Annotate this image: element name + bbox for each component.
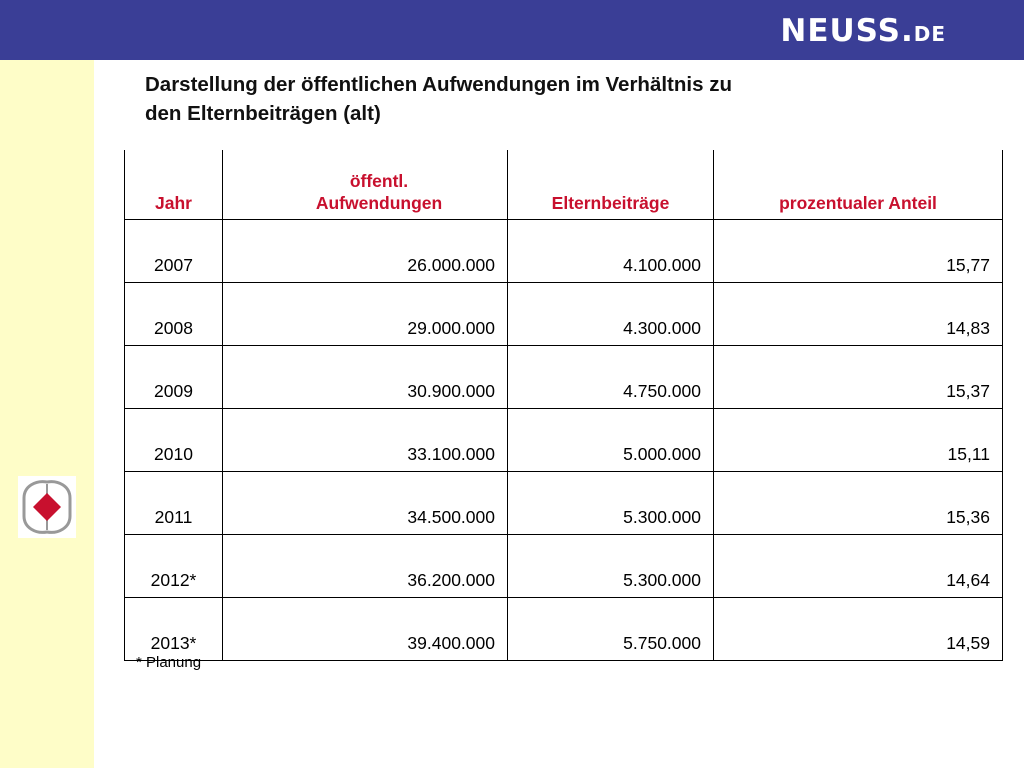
expenditure-table — [124, 150, 1003, 661]
table-header-row — [125, 150, 1003, 220]
col-header-parent-fees: Elternbeiträge — [508, 150, 714, 220]
cell-year: 2009 — [125, 346, 223, 409]
cell-parent-fees: 5.300.000 — [508, 472, 714, 535]
cell-year: 2012* — [125, 535, 223, 598]
cell-percentage: 14,59 — [714, 598, 1003, 661]
table-row — [125, 409, 1003, 472]
cell-percentage: 15,77 — [714, 220, 1003, 283]
cell-parent-fees: 4.750.000 — [508, 346, 714, 409]
col-header-year: Jahr — [125, 150, 223, 220]
cell-percentage: 15,11 — [714, 409, 1003, 472]
city-logo-icon — [18, 476, 76, 538]
cell-parent-fees: 4.300.000 — [508, 283, 714, 346]
cell-public-expenditure: 30.900.000 — [223, 346, 508, 409]
table-row — [125, 283, 1003, 346]
cell-public-expenditure: 34.500.000 — [223, 472, 508, 535]
table-row — [125, 598, 1003, 661]
cell-year: 2010 — [125, 409, 223, 472]
cell-public-expenditure: 26.000.000 — [223, 220, 508, 283]
header-bar — [0, 0, 1024, 60]
title-line-1: Darstellung der öffentlichen Aufwendungen im Verhältnis zu — [145, 73, 732, 96]
footnote: * Planung — [136, 654, 202, 671]
col-header-public-expenditure: öffentl. Aufwendungen — [223, 150, 508, 220]
cell-parent-fees: 4.100.000 — [508, 220, 714, 283]
table-row — [125, 220, 1003, 283]
cell-public-expenditure: 33.100.000 — [223, 409, 508, 472]
left-sidebar-strip — [0, 60, 94, 768]
cell-year: 2011 — [125, 472, 223, 535]
cell-public-expenditure: 29.000.000 — [223, 283, 508, 346]
cell-public-expenditure: 36.200.000 — [223, 535, 508, 598]
cell-parent-fees: 5.300.000 — [508, 535, 714, 598]
title-line-2: den Elternbeiträgen (alt) — [145, 102, 381, 125]
table-row — [125, 535, 1003, 598]
cell-parent-fees: 5.000.000 — [508, 409, 714, 472]
col-header-percentage: prozentualer Anteil — [714, 150, 1003, 220]
cell-percentage: 14,64 — [714, 535, 1003, 598]
cell-percentage: 14,83 — [714, 283, 1003, 346]
cell-parent-fees: 5.750.000 — [508, 598, 714, 661]
page-title — [145, 70, 905, 128]
brand-logo[interactable]: NEUSS.DE — [780, 13, 946, 49]
table-row — [125, 346, 1003, 409]
cell-year: 2008 — [125, 283, 223, 346]
table-row — [125, 472, 1003, 535]
cell-percentage: 15,36 — [714, 472, 1003, 535]
cell-year: 2007 — [125, 220, 223, 283]
cell-percentage: 15,37 — [714, 346, 1003, 409]
cell-public-expenditure: 39.400.000 — [223, 598, 508, 661]
cell-year: 2013* — [125, 598, 223, 661]
